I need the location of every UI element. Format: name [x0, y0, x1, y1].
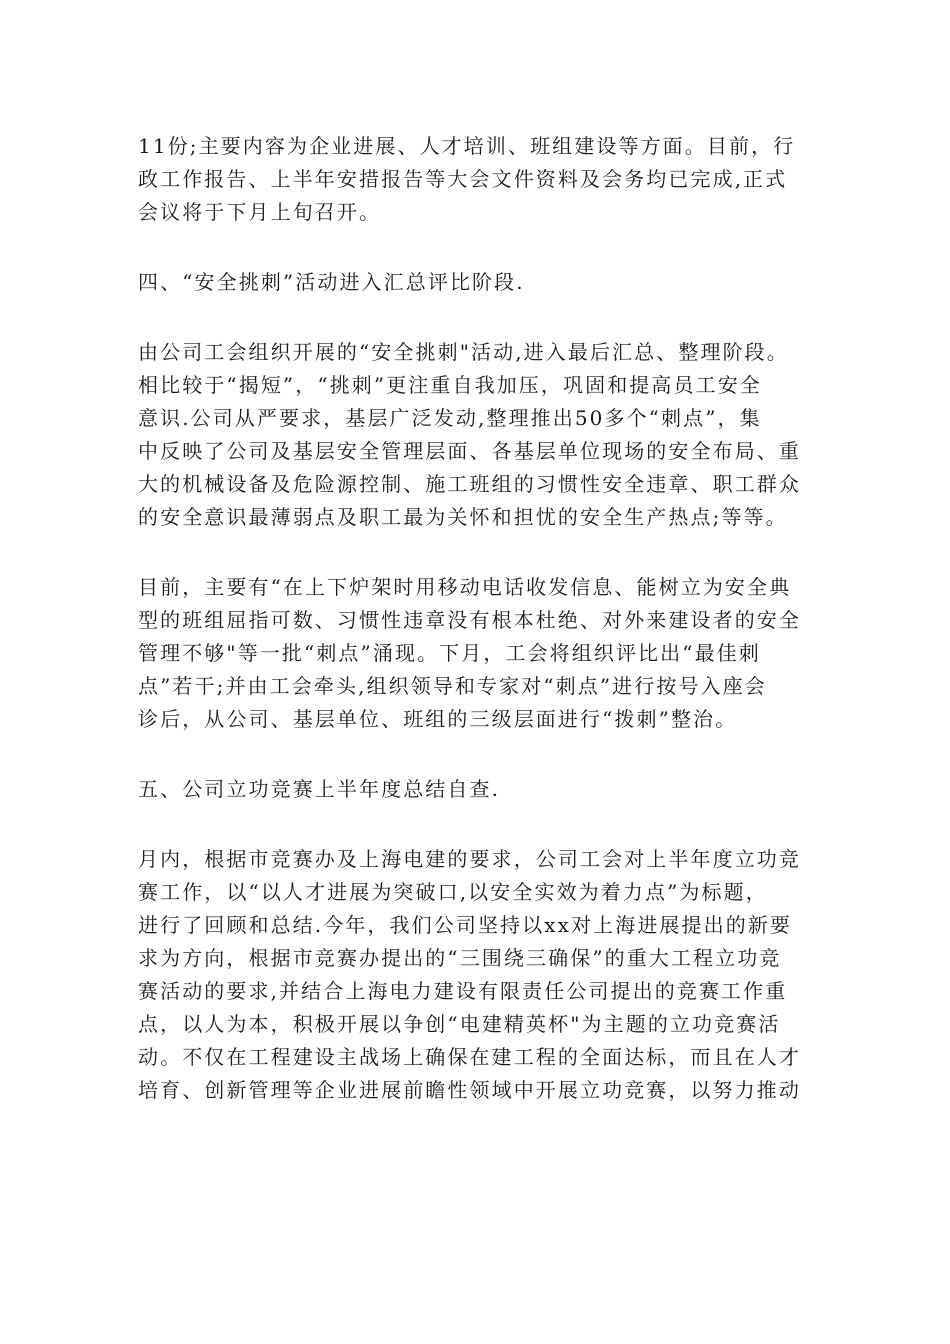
text-line: 管理不够"等一批“刺点”涌现。下月，工会将组织评比出“最佳刺: [138, 641, 761, 665]
text-line: 11份;主要内容为企业进展、人才培训、班组建设等方面。目前，行: [138, 134, 796, 158]
text-line: 由公司工会组织开展的“安全挑刺"活动,进入最后汇总、整理阶段。: [138, 340, 789, 364]
text-line: 点，以人为本，积极开展以争创“电建精英杯"为主题的立功竞赛活: [138, 1012, 781, 1036]
text-line: 目前，主要有“在上下炉架时用移动电话收发信息、能树立为安全典: [138, 575, 792, 599]
text-line: 赛活动的要求,并结合上海电力建设有限责任公司提出的竞赛工作重: [138, 979, 788, 1003]
text-line: 培育、创新管理等企业进展前瞻性领域中开展立功竞赛，以努力推动: [138, 1078, 801, 1102]
text-line: 型的班组屈指可数、习惯性违章没有根本杜绝、对外来建设者的安全: [138, 608, 801, 632]
text-line: 大的机械设备及危险源控制、施工班组的习惯性安全违章、职工群众: [138, 472, 801, 496]
text-line: 求为方向，根据市竞赛办提出的“三围绕三确保”的重大工程立功竞: [138, 946, 782, 970]
text-line: 相比较于“揭短”，“挑刺”更注重自我加压，巩固和提高员工安全: [138, 373, 762, 397]
text-line: 进行了回顾和总结.今年，我们公司坚持以xx对上海进展提出的新要: [138, 913, 793, 937]
text-line: 诊后，从公司、基层单位、班组的三级层面进行“拨刺”整治。: [138, 707, 738, 731]
paragraph-congress-status: [138, 130, 814, 229]
text-line: 中反映了公司及基层安全管理层面、各基层单位现场的安全布局、重: [138, 439, 801, 463]
text-line: 动。不仅在工程建设主战场上确保在建工程的全面达标，而且在人才: [138, 1045, 801, 1069]
text-line: 月内，根据市竞赛办及上海电建的要求，公司工会对上半年度立功竞: [138, 847, 801, 871]
section-heading-5: 五、公司立功竞赛上半年度总结自查.: [138, 777, 501, 801]
text-line: 点”若干;并由工会牵头,组织领导和专家对“刺点”进行按号入座会: [138, 674, 767, 698]
text-line: 意识.公司从严要求，基层广泛发动,整理推出50多个“刺点”，集: [138, 406, 762, 430]
paragraph-critique-points: [138, 571, 814, 736]
paragraph-competition-review: [138, 843, 814, 1107]
text-line: 会议将于下月上旬召开。: [138, 200, 382, 224]
paragraph-safety-critique: [138, 336, 814, 534]
text-line: 的安全意识最薄弱点及职工最为关怀和担忧的安全生产热点;等等。: [138, 505, 788, 529]
text-line: 赛工作，以“以人才进展为突破口,以安全实效为着力点”为标题，: [138, 880, 768, 904]
document-body: [138, 130, 814, 1144]
section-heading-4: 四、“安全挑刺”活动进入汇总评比阶段.: [138, 270, 525, 294]
text-line: 政工作报告、上半年安措报告等大会文件资料及会务均已完成,正式: [138, 167, 788, 191]
